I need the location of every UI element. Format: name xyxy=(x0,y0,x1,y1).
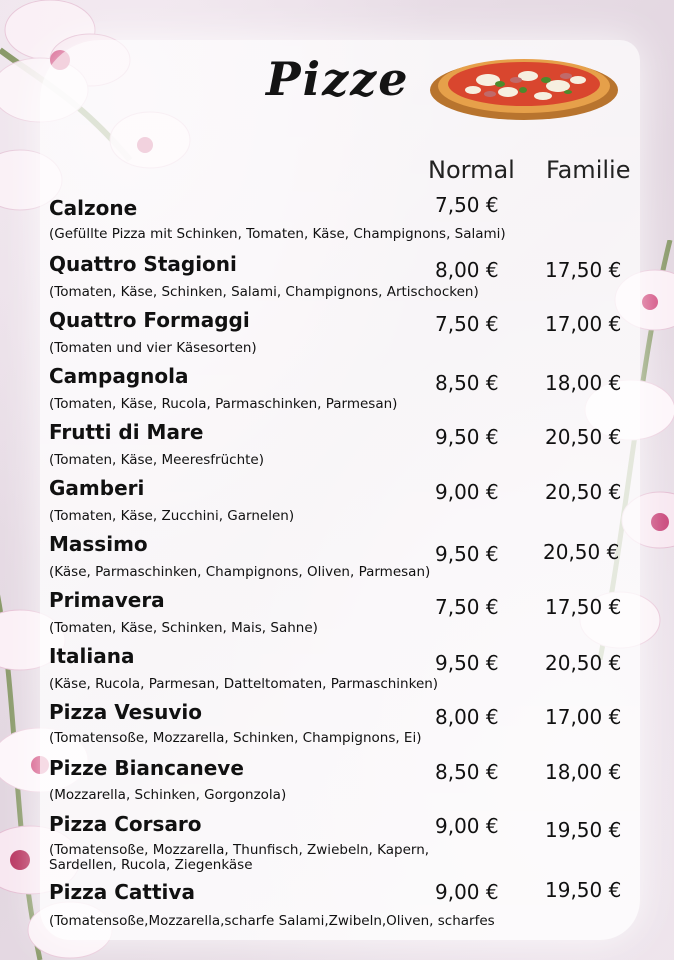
item-name: Primavera xyxy=(49,588,165,612)
item-name: Calzone xyxy=(49,196,138,220)
price-normal: 8,00 € xyxy=(435,258,499,282)
price-normal: 8,00 € xyxy=(435,705,499,729)
price-family: 19,50 € xyxy=(545,818,622,842)
item-description: (Gefüllte Pizza mit Schinken, Tomaten, Käse, Champignons, Salami) xyxy=(49,226,506,242)
item-name: Quattro Formaggi xyxy=(49,308,250,332)
price-family: 20,50 € xyxy=(545,651,622,675)
item-description: (Tomaten, Käse, Schinken, Mais, Sahne) xyxy=(49,620,318,636)
item-name: Gamberi xyxy=(49,476,145,500)
item-name: Campagnola xyxy=(49,364,189,388)
price-normal: 7,50 € xyxy=(435,312,499,336)
price-normal: 8,50 € xyxy=(435,760,499,784)
item-name: Quattro Stagioni xyxy=(49,252,237,276)
item-name: Pizza Cattiva xyxy=(49,880,195,904)
price-family: 17,00 € xyxy=(545,705,622,729)
item-name: Pizze Biancaneve xyxy=(49,756,244,780)
price-normal: 8,50 € xyxy=(435,371,499,395)
price-family: 20,50 € xyxy=(545,480,622,504)
item-description: (Tomaten, Käse, Rucola, Parmaschinken, Parmesan) xyxy=(49,396,398,412)
price-normal: 7,50 € xyxy=(435,595,499,619)
price-family: 20,50 € xyxy=(543,540,620,564)
price-family: 19,50 € xyxy=(545,878,622,902)
item-description: (Tomaten und vier Käsesorten) xyxy=(49,340,257,356)
item-description: (Käse, Rucola, Parmesan, Datteltomaten, Parmaschinken) xyxy=(49,676,439,692)
item-description-line2: Sardellen, Rucola, Ziegenkäse xyxy=(49,857,253,873)
item-description: (Mozzarella, Schinken, Gorgonzola) xyxy=(49,787,287,803)
item-description: (Tomaten, Käse, Meeresfrüchte) xyxy=(49,452,265,468)
price-normal: 9,50 € xyxy=(435,425,499,449)
item-description: (Tomatensoße, Mozzarella, Schinken, Champignons, Ei) xyxy=(49,730,422,746)
price-family: 20,50 € xyxy=(545,425,622,449)
item-name: Pizza Vesuvio xyxy=(49,700,202,724)
price-family: 17,50 € xyxy=(545,258,622,282)
item-name: Pizza Corsaro xyxy=(49,812,202,836)
item-name: Italiana xyxy=(49,644,135,668)
price-normal: 9,00 € xyxy=(435,880,499,904)
pizza-image xyxy=(428,50,620,122)
item-description: (Tomaten, Käse, Zucchini, Garnelen) xyxy=(49,508,295,524)
column-header-normal: Normal xyxy=(428,156,515,184)
item-description: (Tomatensoße,Mozzarella,scharfe Salami,Zwibeln,Oliven, scharfes xyxy=(49,913,495,929)
price-family: 18,00 € xyxy=(545,760,622,784)
item-description: (Tomatensoße, Mozzarella, Thunfisch, Zwiebeln, Kapern, xyxy=(49,842,430,858)
price-family: 17,50 € xyxy=(545,595,622,619)
column-header-family: Familie xyxy=(546,156,631,184)
item-name: Frutti di Mare xyxy=(49,420,204,444)
price-normal: 9,50 € xyxy=(435,651,499,675)
price-normal: 9,00 € xyxy=(435,480,499,504)
item-name: Massimo xyxy=(49,532,148,556)
price-normal: 7,50 € xyxy=(435,193,499,217)
page-title: Pizze xyxy=(266,52,410,106)
item-description: (Käse, Parmaschinken, Champignons, Oliven, Parmesan) xyxy=(49,564,431,580)
item-description: (Tomaten, Käse, Schinken, Salami, Champignons, Artischocken) xyxy=(49,284,479,300)
price-normal: 9,50 € xyxy=(435,542,499,566)
price-family: 18,00 € xyxy=(545,371,622,395)
price-family: 17,00 € xyxy=(545,312,622,336)
price-normal: 9,00 € xyxy=(435,814,499,838)
